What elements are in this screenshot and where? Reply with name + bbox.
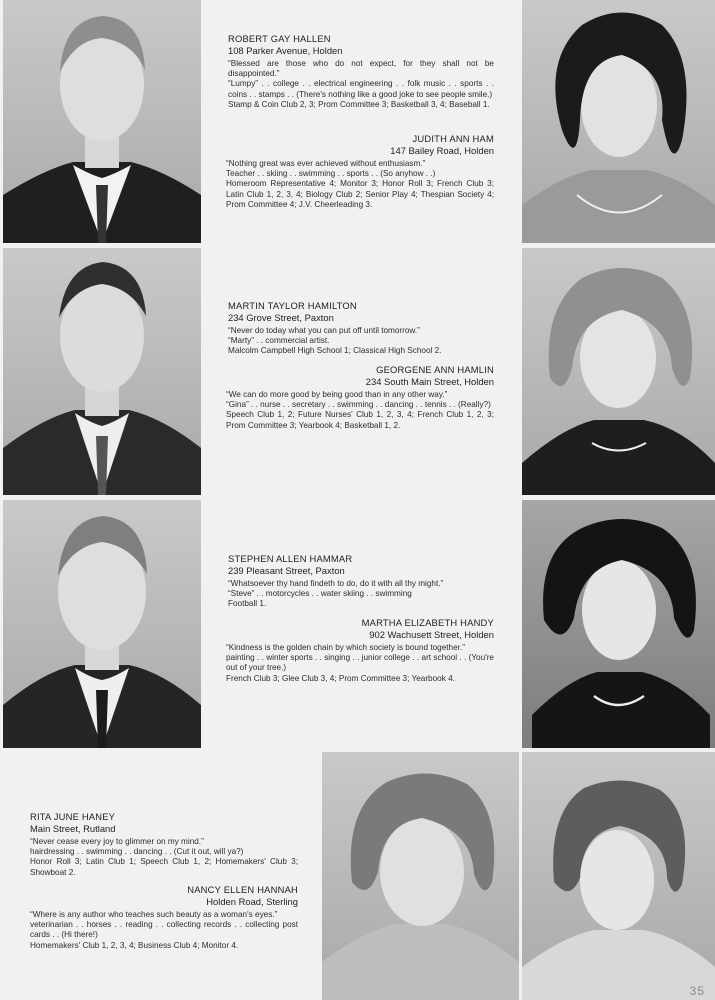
entry-nancy-hannah <box>30 884 298 951</box>
student-interests: veterinarian . . horses . . reading . . collecting records . . collecting post cards . . (Hi there!) <box>30 920 298 940</box>
student-name: NANCY ELLEN HANNAH <box>187 884 298 895</box>
student-interests: hairdressing . . swimming . . dancing . . (Cut it out, will ya?) <box>30 847 244 857</box>
student-activities: French Club 3; Glee Club 3, 4; Prom Committee 3; Yearbook 4. <box>226 673 455 683</box>
portrait-rita-haney <box>322 752 519 1000</box>
portrait-martha-handy <box>522 500 715 748</box>
student-address: 902 Wachusett Street, Holden <box>369 629 494 640</box>
student-interests: “Marty” . . commercial artist. <box>228 336 330 346</box>
student-quote: “Nothing great was ever achieved without enthusiasm.” <box>226 159 426 168</box>
entry-judith-ham <box>226 133 494 210</box>
student-interests: “Lumpy” . . college . . electrical engineering . . folk music . . sports . . coins . . stamps . . (There's nothing like a good joke to see people smile.) <box>228 79 494 99</box>
student-quote: “Whatsoever thy hand findeth to do, do it with all thy might.” <box>228 579 444 588</box>
entry-stephen-hammar <box>228 553 494 610</box>
student-activities: Football 1. <box>228 599 267 609</box>
entry-martin-hamilton <box>228 300 494 357</box>
student-quote: “Never cease every joy to glimmer on my mind.” <box>30 837 204 846</box>
student-address: 234 South Main Street, Holden <box>365 376 494 387</box>
portrait-martin-hamilton <box>3 248 201 495</box>
student-quote: “Kindness is the golden chain by which society is bound together.” <box>226 643 465 652</box>
student-address: 234 Grove Street, Paxton <box>228 312 334 323</box>
student-interests: “Steve” . . motorcycles . . water skiing . . swimming <box>228 589 412 599</box>
student-activities: Honor Roll 3; Latin Club 1; Speech Club 1, 2; Homemakers' Club 3; Showboat 2. <box>30 857 298 877</box>
page-number: 35 <box>689 984 705 998</box>
student-interests: painting . . winter sports . . singing . . junior college . . art school . . (You're out of your tree.) <box>226 653 494 673</box>
student-activities: Speech Club 1, 2; Future Nurses' Club 1, 2, 3, 4; French Club 1, 2, 3; Prom Committee 3; Yearbook 4; Basketball 1, 2. <box>226 410 494 430</box>
student-name: RITA JUNE HANEY <box>30 811 116 822</box>
student-activities: Homemakers' Club 1, 2, 3, 4; Business Club 4; Monitor 4. <box>30 940 239 950</box>
entry-rita-haney <box>30 811 298 878</box>
entry-martha-handy <box>226 617 494 684</box>
student-name: STEPHEN ALLEN HAMMAR <box>228 553 353 564</box>
student-activities: Malcolm Campbell High School 1; Classical High School 2. <box>228 346 442 356</box>
portrait-nancy-hannah <box>522 752 715 1000</box>
student-address: Main Street, Rutland <box>30 823 116 834</box>
entry-georgene-hamlin <box>226 364 494 431</box>
portrait-stephen-hammar <box>3 500 201 748</box>
student-name: MARTIN TAYLOR HAMILTON <box>228 300 357 311</box>
student-interests: Teacher . . skiing . . swimming . . sports . . (So anyhow . .) <box>226 169 436 179</box>
student-quote: “Where is any author who teaches such beauty as a woman's eyes.” <box>30 910 278 919</box>
student-address: 147 Bailey Road, Holden <box>390 145 494 156</box>
student-name: JUDITH ANN HAM <box>412 133 494 144</box>
student-activities: Homeroom Representative 4; Monitor 3; Honor Roll 3; French Club 3; Latin Club 1, 2, 3, 4; Biology Club 2; Senior Play 4; Thespian Society 4; Prom Committee 4; J.V. Cheerleading 3. <box>226 179 494 209</box>
student-address: Holden Road, Sterling <box>206 896 298 907</box>
entry-robert-hallen <box>228 33 494 110</box>
student-address: 239 Pleasant Street, Paxton <box>228 565 345 576</box>
student-name: ROBERT GAY HALLEN <box>228 33 331 44</box>
portrait-judith-ham <box>522 0 715 243</box>
student-quote: “Blessed are those who do not expect, for they shall not be disappointed.” <box>228 59 494 79</box>
student-address: 108 Parker Avenue, Holden <box>228 45 343 56</box>
student-name: MARTHA ELIZABETH HANDY <box>361 617 494 628</box>
student-quote: “We can do more good by being good than in any other way.” <box>226 390 448 399</box>
student-name: GEORGENE ANN HAMLIN <box>376 364 494 375</box>
portrait-georgene-hamlin <box>522 248 715 495</box>
student-activities: Stamp & Coin Club 2, 3; Prom Committee 3; Basketball 3, 4; Baseball 1. <box>228 99 490 109</box>
portrait-robert-hallen <box>3 0 201 243</box>
student-quote: “Never do today what you can put off until tomorrow.” <box>228 326 420 335</box>
student-interests: “Gina” . . nurse . . secretary . . swimming . . dancing . . tennis . . (Really?) <box>226 400 491 410</box>
